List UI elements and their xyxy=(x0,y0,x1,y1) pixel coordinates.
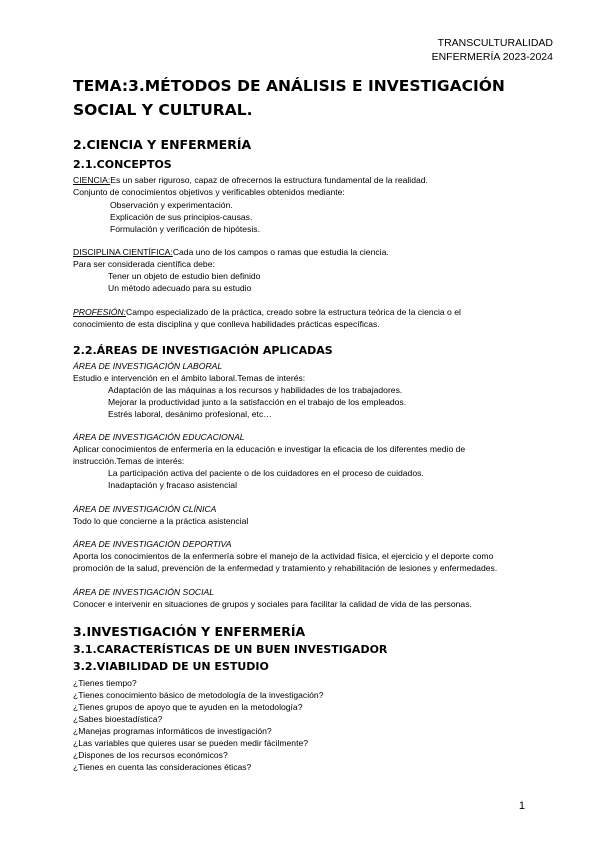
section-2-2-heading: 2.2.ÁREAS DE INVESTIGACIÓN APLICADAS xyxy=(73,344,333,357)
page-header xyxy=(432,36,553,64)
section-2-heading: 2.CIENCIA Y ENFERMERÍA xyxy=(73,137,252,152)
profesion-line2: conocimiento de esta disciplina y que conlleva habilidades prácticas específicas. xyxy=(73,319,380,329)
section-3-1-heading: 3.1.CARACTERÍSTICAS DE UN BUEN INVESTIGADOR xyxy=(73,643,388,656)
area-educacional-text-2: instrucción.Temas de interés: xyxy=(73,456,185,466)
profesion-def: Campo especializado de la práctica, creado sobre la estructura teórica de la ciencia o el xyxy=(126,307,461,317)
ciencia-def: Es un saber riguroso, capaz de ofrecernos la estructura fundamental de la realidad. xyxy=(110,175,428,185)
page-number: 1 xyxy=(518,800,525,812)
list-item: Observación y experimentación. xyxy=(110,200,233,210)
area-social-title: ÁREA DE INVESTIGACIÓN SOCIAL xyxy=(73,587,215,597)
list-item: ¿Tienes tiempo? xyxy=(73,678,137,688)
area-laboral-text: Estudio e intervención en el ámbito laboral.Temas de interés: xyxy=(73,373,306,383)
disciplina-def: Cada uno de los campos o ramas que estudia la ciencia. xyxy=(172,247,389,257)
section-3-2-heading: 3.2.VIABILIDAD DE UN ESTUDIO xyxy=(73,660,269,673)
list-item: Mejorar la productividad junto a la satisfacción en el trabajo de los empleados. xyxy=(108,397,407,407)
area-educacional-title: ÁREA DE INVESTIGACIÓN EDUCACIONAL xyxy=(73,432,245,442)
list-item: Adaptación de las máquinas a los recursos y habilidades de los trabajadores. xyxy=(108,385,403,395)
area-deportiva-text: Aporta los conocimientos de la enfermería sobre el manejo de la actividad física, el ejercicio y el deporte como xyxy=(73,551,494,561)
list-item: Estrés laboral, desánimo profesional, etc… xyxy=(108,409,272,419)
list-item: ¿Las variables que quieres usar se pueden medir fácilmente? xyxy=(73,738,309,748)
list-item: ¿Manejas programas informáticos de investigación? xyxy=(73,726,272,736)
area-social-text: Conocer e intervenir en situaciones de grupos y sociales para facilitar la calidad de vida de las personas. xyxy=(73,599,472,609)
list-item: ¿Sabes bioestadística? xyxy=(73,714,163,724)
area-clinica-text: Todo lo que concierne a la práctica asistencial xyxy=(73,516,249,526)
list-item: ¿Tienes en cuenta las consideraciones éticas? xyxy=(73,762,252,772)
list-item: ¿Tienes grupos de apoyo que te ayuden en la metodología? xyxy=(73,702,303,712)
list-item: Explicación de sus principios-causas. xyxy=(110,212,253,222)
area-deportiva-text-2: promoción de la salud, prevención de la enfermedad y tratamiento y rehabilitación de lesiones y enfermedades. xyxy=(73,563,498,573)
list-item: Formulación y verificación de hipótesis. xyxy=(110,224,260,234)
disciplina-term: DISCIPLINA CIENTÍFICA: xyxy=(73,247,173,257)
list-item: Un método adecuado para su estudio xyxy=(108,283,252,293)
ciencia-term: CIENCIA: xyxy=(73,175,111,185)
list-item: La participación activa del paciente o de los cuidadores en el proceso de cuidados. xyxy=(108,468,424,478)
section-2-1-heading: 2.1.CONCEPTOS xyxy=(73,158,172,171)
document-title: TEMA:3.MÉTODOS DE ANÁLISIS E INVESTIGACIÓN SOCIAL Y CULTURAL. xyxy=(73,77,505,119)
list-item: ¿Dispones de los recursos económicos? xyxy=(73,750,228,760)
header-course: TRANSCULTURALIDAD xyxy=(437,37,553,49)
ciencia-definition xyxy=(73,174,428,186)
area-deportiva-title: ÁREA DE INVESTIGACIÓN DEPORTIVA xyxy=(73,539,232,549)
list-item: ¿Tienes conocimiento básico de metodología de la investigación? xyxy=(73,690,324,700)
area-educacional-text: Aplicar conocimientos de enfermería en la educación e investigar la eficacia de los diferentes medio de xyxy=(73,444,466,454)
area-laboral-title: ÁREA DE INVESTIGACIÓN LABORAL xyxy=(73,361,223,371)
list-item: Inadaptación y fracaso asistencial xyxy=(108,480,237,490)
profesion-definition xyxy=(73,306,461,318)
header-program-year: ENFERMERÍA 2023-2024 xyxy=(431,51,553,63)
area-clinica-title: ÁREA DE INVESTIGACIÓN CLÍNICA xyxy=(73,504,217,514)
disciplina-definition xyxy=(73,246,389,258)
list-item: Tener un objeto de estudio bien definido xyxy=(108,271,261,281)
ciencia-line2: Conjunto de conocimientos objetivos y verificables obtenidos mediante: xyxy=(73,187,345,197)
disciplina-line2: Para ser considerada científica debe: xyxy=(73,259,215,269)
profesion-term: PROFESIÓN: xyxy=(73,307,127,317)
section-3-heading: 3.INVESTIGACIÓN Y ENFERMERÍA xyxy=(73,624,306,639)
